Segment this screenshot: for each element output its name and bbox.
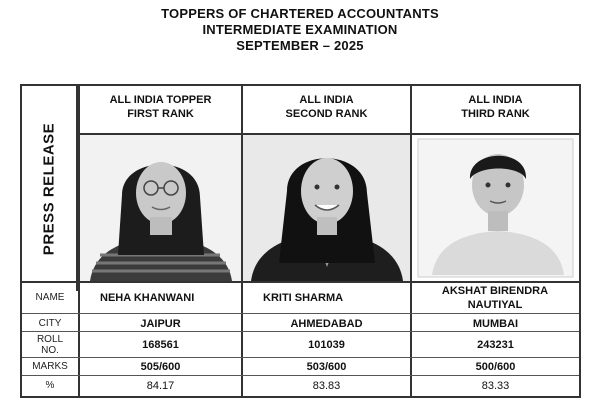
name-topper-3: AKSHAT BIRENDRA NAUTIYAL: [441, 285, 549, 311]
name-topper-2: KRITI SHARMA: [263, 292, 344, 304]
doc-title: TOPPERS OF CHARTERED ACCOUNTANTS: [161, 6, 439, 21]
row-divider-photo: [22, 281, 579, 283]
rank-header-2: ALL INDIA SECOND RANK: [285, 94, 368, 120]
city-topper-2: AHMEDABAD: [290, 318, 363, 330]
marks-topper-1: 505/600: [140, 361, 181, 373]
label-name: NAME: [35, 292, 65, 303]
roll-topper-3: 243231: [477, 339, 514, 351]
marks-topper-2: 503/600: [306, 361, 347, 373]
label-percent: %: [45, 380, 55, 391]
doc-subtitle: INTERMEDIATE EXAMINATION: [202, 22, 398, 37]
label-marks: MARKS: [32, 361, 68, 372]
marks-topper-3: 500/600: [475, 361, 516, 373]
percent-topper-1: 84.17: [146, 380, 175, 392]
doc-session: SEPTEMBER – 2025: [236, 38, 364, 53]
rank-header-1: ALL INDIA TOPPER FIRST RANK: [109, 94, 212, 120]
label-roll: ROLL NO.: [36, 334, 64, 356]
photo-topper-2: [243, 135, 410, 281]
roll-topper-1: 168561: [142, 339, 179, 351]
rank-header-3: ALL INDIA THIRD RANK: [461, 94, 530, 120]
percent-topper-3: 83.33: [481, 380, 510, 392]
row-divider-roll: [22, 357, 579, 358]
photo-topper-3: [412, 135, 579, 281]
press-release-label: PRESS RELEASE: [22, 86, 78, 291]
roll-topper-2: 101039: [308, 339, 345, 351]
name-topper-1: NEHA KHANWANI: [100, 292, 195, 304]
row-divider-marks: [22, 375, 579, 376]
photo-topper-1: [80, 135, 241, 281]
row-divider-name: [22, 313, 579, 314]
percent-topper-2: 83.83: [312, 380, 341, 392]
label-city: CITY: [38, 318, 62, 329]
city-topper-1: JAIPUR: [140, 318, 181, 330]
city-topper-3: MUMBAI: [472, 318, 519, 330]
row-divider-city: [22, 331, 579, 332]
